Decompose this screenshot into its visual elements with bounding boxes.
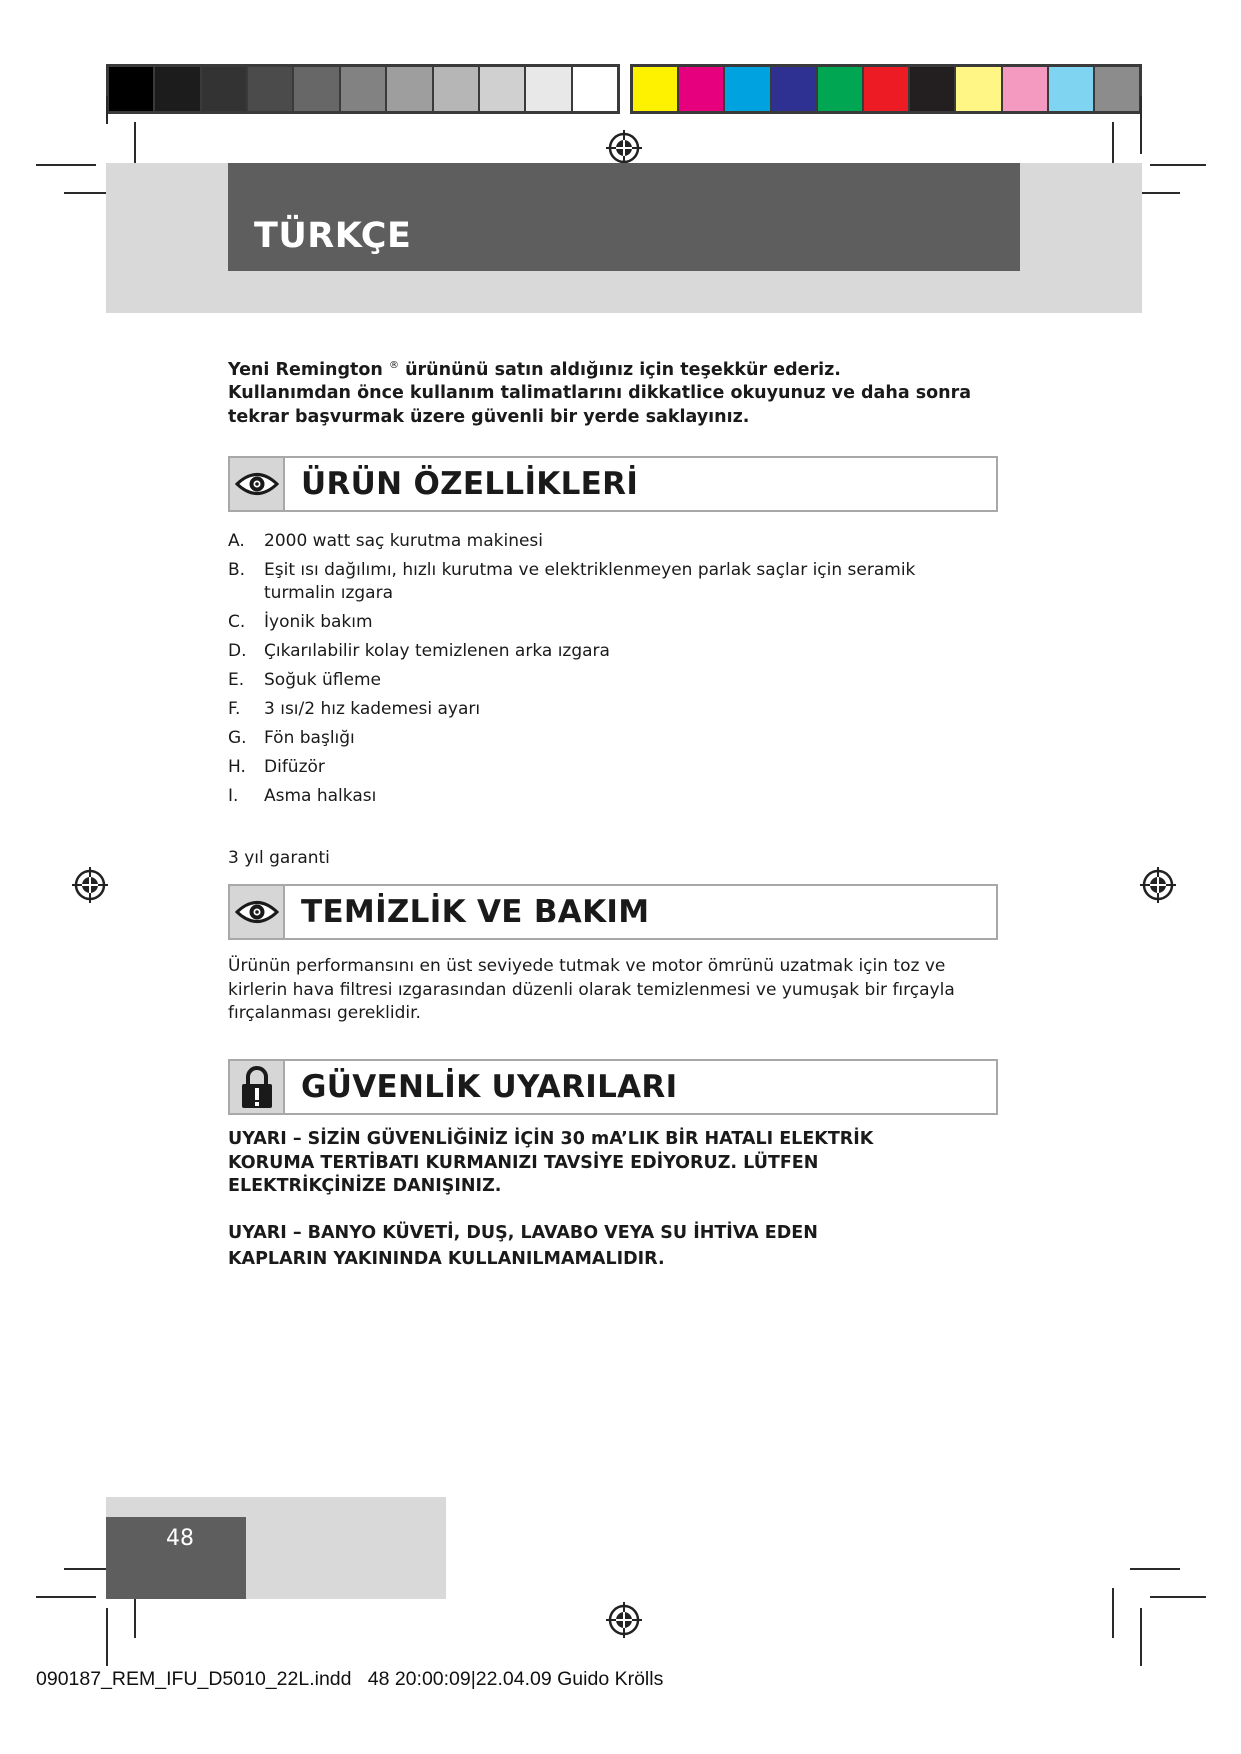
print-slug: 090187_REM_IFU_D5010_22L.indd 48 20:00:09|22.04.09 Guido Krölls bbox=[36, 1668, 664, 1690]
section-icon-box bbox=[230, 458, 285, 510]
registered-mark: ® bbox=[389, 360, 399, 371]
color-swatch bbox=[480, 67, 526, 111]
list-item-letter: C. bbox=[228, 612, 246, 632]
list-item bbox=[228, 611, 988, 634]
language-title: TÜRKÇE bbox=[254, 216, 412, 256]
intro-paragraph bbox=[228, 354, 988, 429]
list-item bbox=[228, 640, 988, 663]
intro-text: Yeni Remington bbox=[228, 359, 389, 380]
registration-mark-icon bbox=[604, 1600, 644, 1640]
crop-mark bbox=[1150, 1596, 1206, 1598]
list-item bbox=[228, 727, 988, 750]
warning-text: UYARI – BANYO KÜVETİ, DUŞ, LAVABO VEYA SU İHTİVA EDEN bbox=[228, 1223, 818, 1243]
list-item bbox=[228, 698, 988, 721]
color-swatch bbox=[772, 67, 818, 111]
list-item-text: 2000 watt saç kurutma makinesi bbox=[264, 531, 544, 551]
crop-mark bbox=[1150, 164, 1206, 166]
color-swatch bbox=[679, 67, 725, 111]
color-swatch bbox=[956, 67, 1002, 111]
crop-mark bbox=[36, 1596, 96, 1598]
list-item-text: Çıkarılabilir kolay temizlenen arka ızgara bbox=[264, 641, 610, 661]
color-swatch bbox=[1049, 67, 1095, 111]
cleaning-text: kirlerin hava filtresi ızgarasından düzenli olarak temizlenmesi ve yumuşak bir fırçayla bbox=[228, 979, 955, 1000]
color-swatch bbox=[434, 67, 480, 111]
color-swatch bbox=[294, 67, 340, 111]
crop-mark bbox=[36, 164, 96, 166]
list-item bbox=[228, 530, 988, 553]
grayscale-color-bar bbox=[106, 64, 620, 114]
color-swatch bbox=[155, 67, 201, 111]
feature-list bbox=[228, 530, 988, 814]
crop-mark bbox=[1140, 1608, 1142, 1666]
list-item-letter: I. bbox=[228, 786, 239, 806]
registration-mark-icon bbox=[604, 128, 644, 168]
section-icon-box bbox=[230, 1061, 285, 1113]
registration-mark-icon bbox=[1138, 865, 1178, 905]
crop-mark bbox=[1140, 96, 1142, 154]
section-header-cleaning bbox=[228, 884, 998, 940]
color-swatch bbox=[341, 67, 387, 111]
section-icon-box bbox=[230, 886, 285, 938]
list-item bbox=[228, 669, 988, 692]
list-item-letter: D. bbox=[228, 641, 247, 661]
color-swatch bbox=[864, 67, 910, 111]
page-number: 48 bbox=[166, 1526, 194, 1551]
color-swatch bbox=[573, 67, 617, 111]
color-swatch bbox=[526, 67, 572, 111]
warranty-text: 3 yıl garanti bbox=[228, 848, 330, 868]
section-title: TEMİZLİK VE BAKIM bbox=[301, 894, 650, 930]
list-item-letter: H. bbox=[228, 757, 246, 777]
color-swatch bbox=[818, 67, 864, 111]
color-swatch bbox=[387, 67, 433, 111]
crop-mark bbox=[106, 96, 108, 124]
intro-text: tekrar başvurmak üzere güvenli bir yerde saklayınız. bbox=[228, 406, 750, 427]
warning-text: UYARI – SİZİN GÜVENLİĞİNİZ İÇİN 30 mA’LIK BİR HATALI ELEKTRİK bbox=[228, 1129, 874, 1149]
eye-icon bbox=[235, 471, 279, 497]
color-swatch bbox=[910, 67, 956, 111]
section-title: GÜVENLİK UYARILARI bbox=[301, 1069, 678, 1105]
list-item-text: Fön başlığı bbox=[264, 728, 355, 748]
warning-2 bbox=[228, 1220, 968, 1272]
list-item bbox=[228, 785, 988, 808]
color-swatch bbox=[725, 67, 771, 111]
cleaning-text: Ürünün performansını en üst seviyede tutmak ve motor ömrünü uzatmak için toz ve bbox=[228, 956, 946, 976]
list-item-text: İyonik bakım bbox=[264, 612, 373, 632]
crop-mark bbox=[1112, 1588, 1114, 1638]
lock-warning-icon bbox=[240, 1065, 274, 1109]
list-item-text: Eşit ısı dağılımı, hızlı kurutma ve elektriklenmeyen parlak saçlar için seramik turmalin ızgara bbox=[264, 560, 916, 603]
cleaning-text: fırçalanması gereklidir. bbox=[228, 1003, 421, 1023]
list-item-letter: F. bbox=[228, 699, 241, 719]
warning-text: ELEKTRİKÇİNİZE DANIŞINIZ. bbox=[228, 1176, 502, 1196]
intro-text: Kullanımdan önce kullanım talimatlarını dikkatlice okuyunuz ve daha sonra bbox=[228, 383, 972, 404]
list-item-letter: E. bbox=[228, 670, 245, 690]
eye-icon bbox=[235, 899, 279, 925]
color-swatch bbox=[109, 67, 155, 111]
list-item-text: Soğuk üfleme bbox=[264, 670, 381, 690]
list-item-text: Difüzör bbox=[264, 757, 325, 777]
warning-1 bbox=[228, 1128, 968, 1199]
crop-mark bbox=[1130, 1568, 1180, 1570]
crop-mark bbox=[106, 1608, 108, 1666]
color-swatch bbox=[633, 67, 679, 111]
list-item-text: Asma halkası bbox=[264, 786, 377, 806]
list-item-letter: B. bbox=[228, 560, 246, 580]
section-header-safety bbox=[228, 1059, 998, 1115]
warning-text: KORUMA TERTİBATI KURMANIZI TAVSİYE EDİYORUZ. LÜTFEN bbox=[228, 1152, 819, 1173]
list-item bbox=[228, 756, 988, 779]
list-item-text: 3 ısı/2 hız kademesi ayarı bbox=[264, 699, 481, 719]
color-swatch bbox=[202, 67, 248, 111]
color-swatch bbox=[1095, 67, 1139, 111]
intro-text: ürününü satın aldığınız için teşekkür ederiz. bbox=[399, 359, 841, 380]
warning-text: KAPLARIN YAKININDA KULLANILMAMALIDIR. bbox=[228, 1249, 665, 1269]
section-header-features bbox=[228, 456, 998, 512]
color-swatch bbox=[248, 67, 294, 111]
list-item bbox=[228, 559, 988, 605]
registration-mark-icon bbox=[70, 865, 110, 905]
list-item-letter: A. bbox=[228, 531, 245, 551]
process-color-bar bbox=[630, 64, 1142, 114]
cleaning-paragraph bbox=[228, 955, 968, 1026]
section-title: ÜRÜN ÖZELLİKLERİ bbox=[301, 466, 639, 502]
list-item-letter: G. bbox=[228, 728, 247, 748]
color-swatch bbox=[1003, 67, 1049, 111]
